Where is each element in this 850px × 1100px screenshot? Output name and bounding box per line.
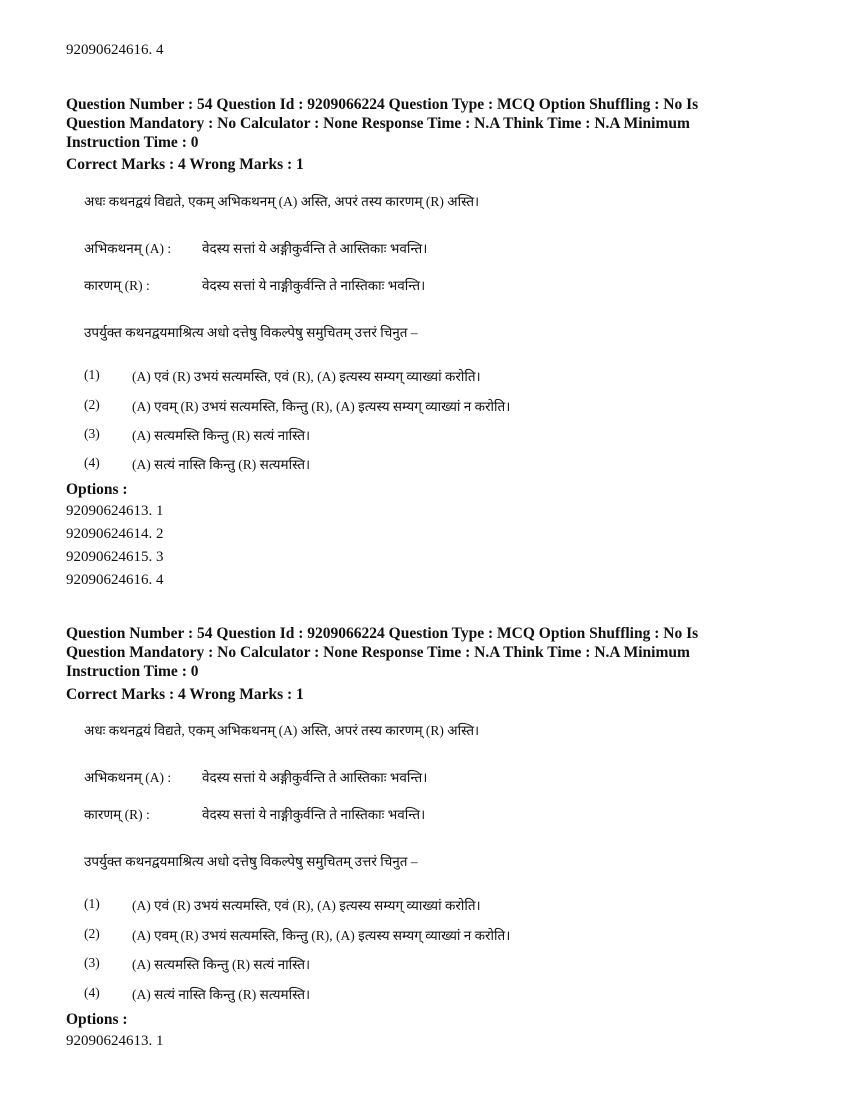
options-label: Options : xyxy=(66,1011,128,1028)
reason-text: वेदस्य सत्तां ये नाङ्गीकुर्वन्ति ते नास्तिकाः भवन्ति। xyxy=(202,278,426,293)
header-line: Question Number : 54 Question Id : 9209066224 Question Type : MCQ Option Shuffling : No Is xyxy=(66,96,699,113)
assertion-text: वेदस्य सत्तां ये अङ्गीकुर्वन्ति ते आस्तिकाः भवन्ति। xyxy=(202,241,428,256)
option-line: 92090624615. 3 xyxy=(66,549,164,565)
options-label: Options : xyxy=(66,481,128,498)
choice-number: (4) xyxy=(84,985,100,1000)
choice-text: (A) एवम् (R) उभयं सत्यमस्ति, किन्तु (R), (A) इत्यस्य सम्यग् व्याख्यां न करोति। xyxy=(132,399,511,414)
question-intro: अधः कथनद्वयं विद्यते, एकम् अभिकथनम् (A) अस्ति, अपरं तस्य कारणम् (R) अस्ति। xyxy=(84,723,480,738)
choice-text: (A) सत्यमस्ति किन्तु (R) सत्यं नास्ति। xyxy=(132,957,311,972)
choice-text: (A) एवं (R) उभयं सत्यमस्ति, एवं (R), (A) इत्यस्य सम्यग् व्याख्यां करोति। xyxy=(132,898,481,913)
choice-number: (1) xyxy=(84,367,100,382)
question-header xyxy=(66,624,766,681)
choice-text: (A) सत्यं नास्ति किन्तु (R) सत्यमस्ति। xyxy=(132,987,311,1002)
reason-label: कारणम् (R) : xyxy=(84,278,150,293)
question-instruction: उपर्युक्त कथनद्वयमाश्रित्य अधो दत्तेषु विकल्पेषु समुचितम् उत्तरं चिनुत – xyxy=(84,854,418,869)
assertion-label: अभिकथनम् (A) : xyxy=(84,241,172,256)
choice-number: (2) xyxy=(84,397,100,412)
choice-text: (A) सत्यं नास्ति किन्तु (R) सत्यमस्ति। xyxy=(132,457,311,472)
assertion-text: वेदस्य सत्तां ये अङ्गीकुर्वन्ति ते आस्तिकाः भवन्ति। xyxy=(202,770,428,785)
option-line: 92090624616. 4 xyxy=(66,572,164,588)
question-intro: अधः कथनद्वयं विद्यते, एकम् अभिकथनम् (A) अस्ति, अपरं तस्य कारणम् (R) अस्ति। xyxy=(84,194,480,209)
previous-option-line: 92090624616. 4 xyxy=(66,42,164,58)
choice-text: (A) सत्यमस्ति किन्तु (R) सत्यं नास्ति। xyxy=(132,428,311,443)
marks-line: Correct Marks : 4 Wrong Marks : 1 xyxy=(66,156,304,173)
choice-text: (A) एवम् (R) उभयं सत्यमस्ति, किन्तु (R), (A) इत्यस्य सम्यग् व्याख्यां न करोति। xyxy=(132,928,511,943)
choice-number: (2) xyxy=(84,926,100,941)
question-instruction: उपर्युक्त कथनद्वयमाश्रित्य अधो दत्तेषु विकल्पेषु समुचितम् उत्तरं चिनुत – xyxy=(84,325,418,340)
choice-text: (A) एवं (R) उभयं सत्यमस्ति, एवं (R), (A) इत्यस्य सम्यग् व्याख्यां करोति। xyxy=(132,369,481,384)
option-line: 92090624613. 1 xyxy=(66,503,164,519)
marks-line: Correct Marks : 4 Wrong Marks : 1 xyxy=(66,686,304,703)
assertion-label: अभिकथनम् (A) : xyxy=(84,770,172,785)
reason-label: कारणम् (R) : xyxy=(84,807,150,822)
option-line: 92090624613. 1 xyxy=(66,1033,164,1049)
option-line: 92090624614. 2 xyxy=(66,526,164,542)
choice-number: (1) xyxy=(84,896,100,911)
header-line: Instruction Time : 0 xyxy=(66,134,199,151)
question-header xyxy=(66,95,766,152)
header-line: Instruction Time : 0 xyxy=(66,663,199,680)
header-line: Question Mandatory : No Calculator : None Response Time : N.A Think Time : N.A Minimum xyxy=(66,115,690,132)
choice-number: (4) xyxy=(84,455,100,470)
reason-text: वेदस्य सत्तां ये नाङ्गीकुर्वन्ति ते नास्तिकाः भवन्ति। xyxy=(202,807,426,822)
choice-number: (3) xyxy=(84,426,100,441)
header-line: Question Number : 54 Question Id : 9209066224 Question Type : MCQ Option Shuffling : No Is xyxy=(66,625,699,642)
choice-number: (3) xyxy=(84,955,100,970)
header-line: Question Mandatory : No Calculator : None Response Time : N.A Think Time : N.A Minimum xyxy=(66,644,690,661)
